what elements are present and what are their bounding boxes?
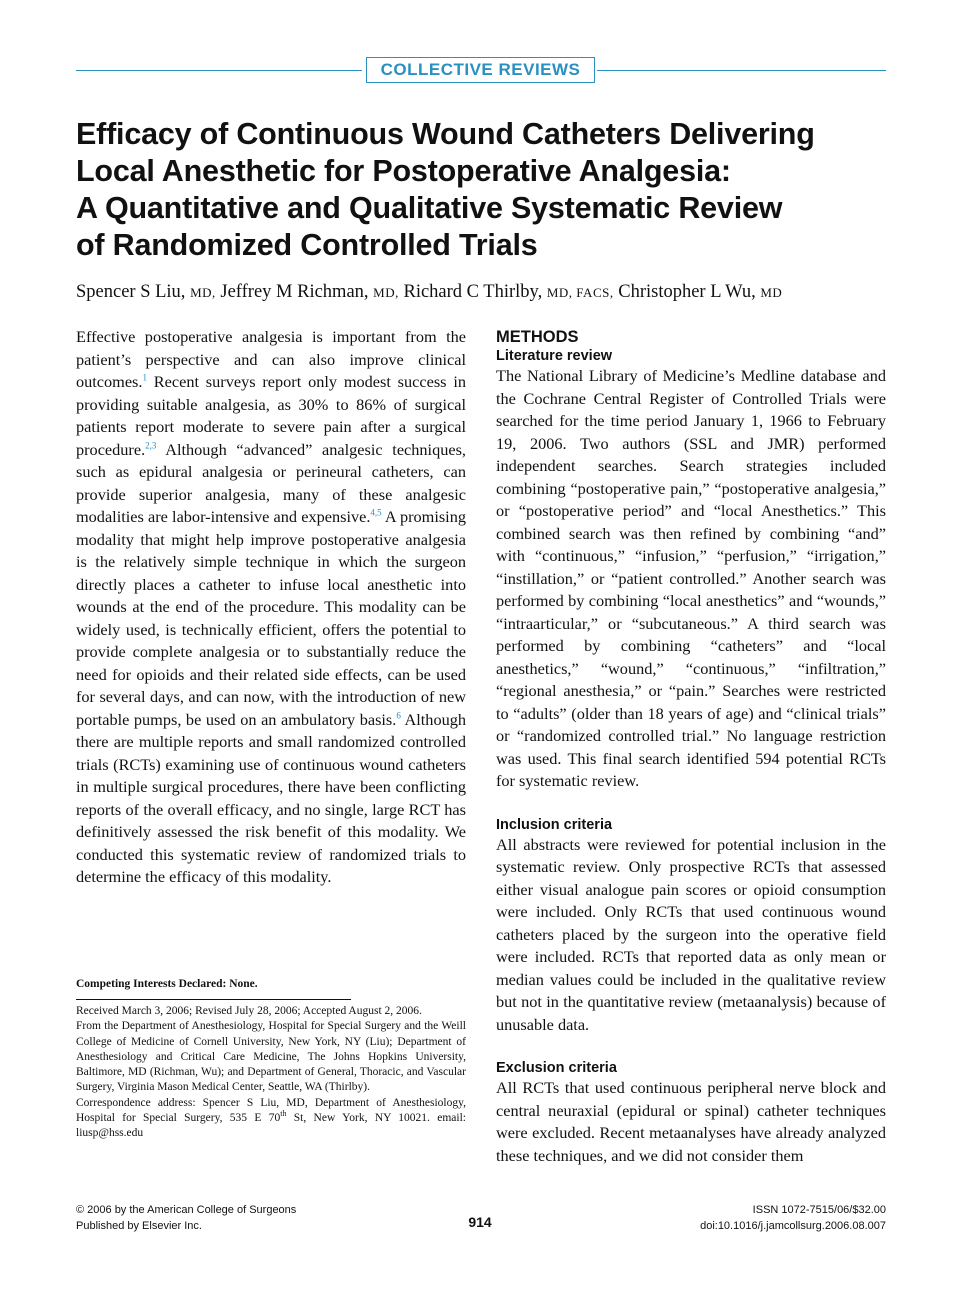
doi-link[interactable]: doi:10.1016/j.jamcollsurg.2006.08.007 [700, 1219, 886, 1232]
author-name: Spencer S Liu, [76, 282, 186, 302]
footer-left [76, 1203, 296, 1234]
intro-text: Although there are multiple reports and small randomized controlled trials (RCTs) examining use of continuous wound catheters in multiple surgical procedures, there have been conflicting reports of the overall efficacy, and no single, large RCT has definitively assessed the risk benefit of this modality. We conducted this systematic review of randomized trials to determine the efficacy of this modality. [76, 709, 467, 886]
author-credentials: MD, [373, 285, 399, 300]
footnote-divider [76, 999, 351, 1000]
intro-text: A promising modality that might help improve postoperative analgesia is the relatively simple technique in which the surgeon directly places a catheter to infuse local anesthetic into wounds at the end of the procedure. This modality can be widely used, is technically efficient, offers the potential to provide complete analgesia or to substantially reduce the need for opioids and their related side effects, can be used for several days, and can now, with the introduction of new portable pumps, be used on an ambulatory basis. [76, 507, 466, 729]
title-line: Efficacy of Continuous Wound Catheters Delivering [76, 117, 815, 151]
correspondence-text: St, New York, NY 10021. email: liusp@hss.edu [76, 1112, 466, 1140]
reference-link[interactable]: 2,3 [145, 440, 157, 451]
author-name: Richard C Thirlby, [403, 282, 543, 302]
exclusion-criteria-text: All RCTs that used continuous peripheral nerve block and central neuraxial (epidural or spinal) catheter techniques were excluded. Recent metaanalyses have already analyzed these techniques, and we did not consider them [496, 1078, 886, 1165]
title-line: Local Anesthetic for Postoperative Analgesia: [76, 154, 731, 188]
reference-link[interactable]: 1 [142, 372, 147, 383]
author-credentials: MD [760, 285, 783, 300]
reference-link[interactable]: 6 [396, 710, 401, 721]
literature-review-heading: Literature review [496, 348, 613, 364]
intro-text: Although “advanced” analgesic techniques, such as epidural analgesia or perineural catheters, can provide superior analgesia, many of these analgesic modalities are labor-intensive and expensive. [76, 439, 466, 526]
section-label: COLLECTIVE REVIEWS [366, 57, 595, 83]
issn-line: ISSN 1072-7515/06/$32.00 [752, 1204, 886, 1216]
methods-heading: METHODS [496, 328, 579, 346]
intro-paragraph [76, 326, 466, 889]
author-credentials: MD, FACS, [546, 285, 614, 300]
page-number: 914 [468, 1214, 492, 1230]
received-dates: Received March 3, 2006; Revised July 28, 2006; Accepted August 2, 2006. [76, 1005, 422, 1017]
section-banner [76, 57, 886, 83]
title-line: of Randomized Controlled Trials [76, 228, 538, 262]
author-credentials: MD, [190, 285, 216, 300]
intro-text: Effective postoperative analgesia is important from the patient’s perspective and can also improve clinical outcomes. [76, 327, 466, 391]
copyright-line: © 2006 by the American College of Surgeons [76, 1204, 297, 1216]
exclusion-criteria-heading: Exclusion criteria [496, 1060, 617, 1076]
correspondence-address [76, 1096, 466, 1142]
article-title [76, 116, 896, 264]
competing-interests: Competing Interests Declared: None. [76, 978, 258, 990]
banner-rule-right [597, 70, 886, 71]
author-name: Christopher L Wu, [618, 282, 756, 302]
title-line: A Quantitative and Qualitative Systematic Review [76, 191, 783, 225]
footer-right [586, 1203, 886, 1234]
inclusion-criteria-heading: Inclusion criteria [496, 816, 613, 833]
banner-rule-left [76, 70, 362, 71]
author-name: Jeffrey M Richman, [220, 282, 369, 302]
ordinal-suffix: th [280, 1109, 287, 1119]
reference-link[interactable]: 4,5 [370, 507, 382, 518]
correspondence-text: Correspondence address: Spencer S Liu, MD, Department of Anesthesiology, Hospital for Special Surgery, 535 E 70 [76, 1096, 466, 1125]
literature-review-text: The National Library of Medicine’s Medline database and the Cochrane Central Register of Controlled Trials were searched for the time period January 1, 1966 to February 19, 2006. Two authors (SSL and JMR) performed independent searches. Search strategies included combining “postoperative pain,” “postoperative analgesia,” or “postoperative period” and “local Anesthetics.” This combined search was then refined by combining “and” with “continuous,” “infusion,” “perfusion,” “irrigation,” “instillation,” or “patient controlled.” Another search was performed by combining “local anesthetics” and “wounds,” “intraarticular,” or “subcutaneous.” A third search was performed by combining “catheters” and “local anesthetics,” “wound,” “continuous,” “infiltration,” “regional anesthesia,” or “pain.” Searches were restricted to “adults” (older than 18 years of age) and “clinical trials” or “randomized controlled trial.” No language restriction was used. This final search identified 594 potential RCTs for systematic review. [496, 366, 886, 790]
publisher-line: Published by Elsevier Inc. [76, 1219, 202, 1232]
affiliations: From the Department of Anesthesiology, Hospital for Special Surgery and the Weill College of Medicine of Cornell University, New York, NY (Liu); Department of Anesthesiology and Critical Care Medicine, The Johns Hopkins University, Baltimore, MD (Richman, Wu); and Department of General, Thoracic, and Vascular Surgery, Virginia Mason Medical Center, Seattle, WA (Thirlby). [76, 1020, 466, 1094]
intro-text: Recent surveys report only modest success in providing suitable analgesia, as 30% to 86% of surgical patients report moderate to severe pain after a surgical procedure. [76, 372, 466, 459]
right-column [496, 326, 886, 1167]
article-footnotes [76, 1004, 466, 1142]
left-column [76, 326, 466, 889]
inclusion-criteria-text: All abstracts were reviewed for potential inclusion in the systematic review. Only prospective RCTs that assessed either visual analogue pain scores or opioid consumption were included. Only RCTs that used continuous wound catheters placed by the surgeon into the operative field were included. RCTs that reported data as only mean or median values could be included in the qualitative review but not in the quantitative review (metaanalysis) because of unusable data. [496, 834, 886, 1034]
author-list [76, 282, 782, 303]
